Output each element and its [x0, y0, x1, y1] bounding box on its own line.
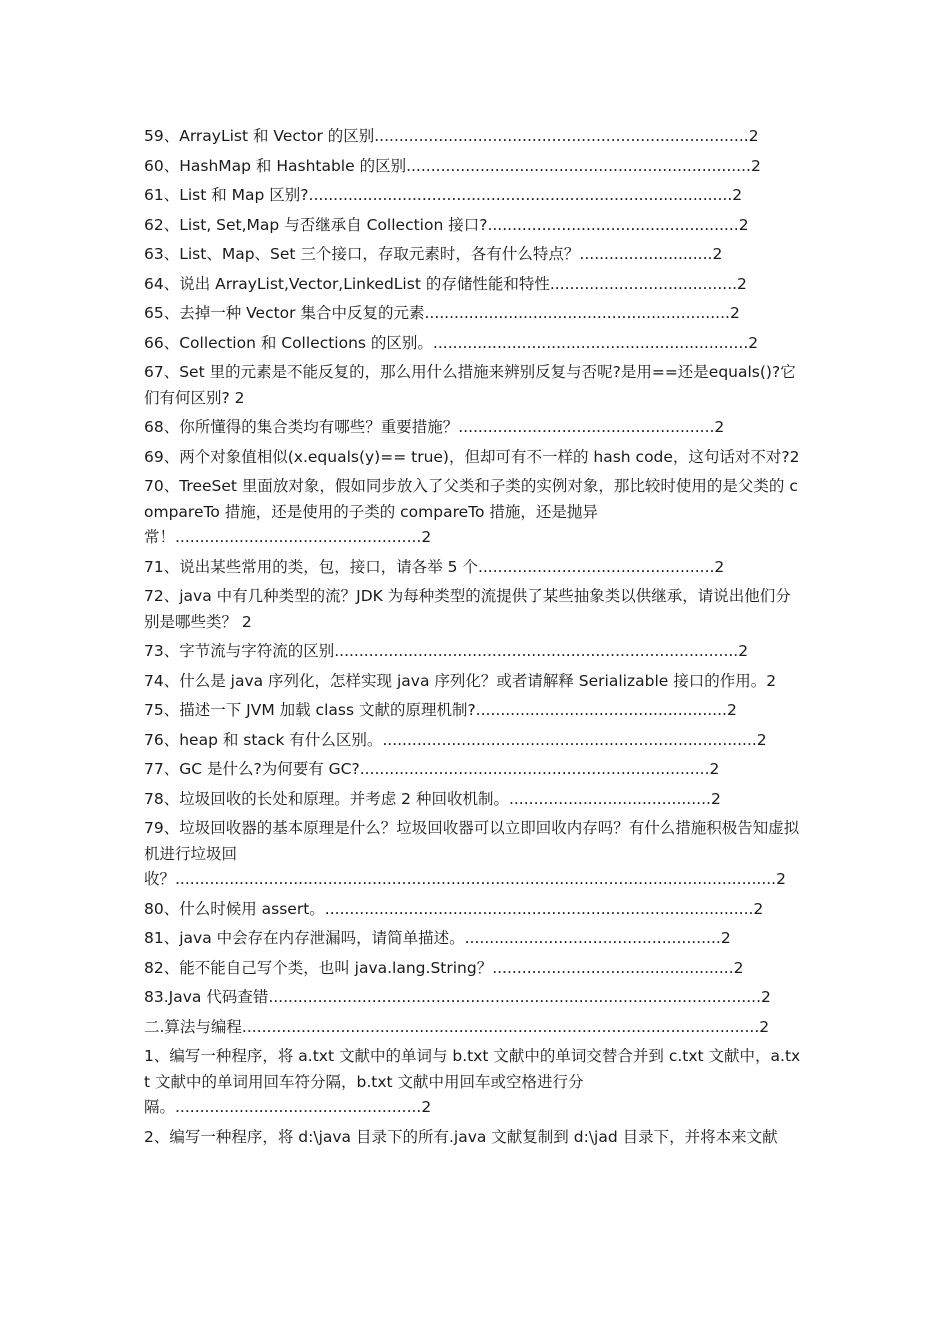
toc-entry-60[interactable]: 60、HashMap 和 Hashtable 的区别......................................................................2 — [144, 156, 761, 175]
toc-entry-78[interactable]: 78、垃圾回收的长处和原理。并考虑 2 种回收机制。.........................................2 — [144, 789, 721, 808]
toc-entry-79[interactable]: 79、垃圾回收器的基本原理是什么？垃圾回收器可以立即回收内存吗？有什么措施积极告知虚拟机进行垃圾回收？..........................................................................................................................2 — [144, 819, 800, 888]
toc-entry-64[interactable]: 64、说出 ArrayList,Vector,LinkedList 的存储性能和特性......................................2 — [144, 274, 747, 293]
toc-entry-83[interactable]: 83.Java 代码查错....................................................................................................2 — [144, 988, 771, 1006]
toc-entry-82[interactable]: 82、能不能自己写个类，也叫 java.lang.String？.................................................2 — [144, 958, 744, 977]
toc-entry-62[interactable]: 62、List, Set,Map 与否继承自 Collection 接口?...................................................2 — [144, 215, 749, 234]
toc-entry-70[interactable]: 70、TreeSet 里面放对象，假如同步放入了父类和子类的实例对象，那比较时使用的是父类的 compareTo 措施，还是使用的子类的 compareTo 措施，还是抛异常！..................................................2 — [144, 477, 798, 546]
toc-entry-69[interactable]: 69、两个对象值相似(x.equals(y)== true)，但却可有不一样的 hash code，这句话对不对?2 — [144, 447, 800, 466]
toc-entry-66[interactable]: 66、Collection 和 Collections 的区别。................................................................2 — [144, 333, 759, 352]
toc-section-algorithms[interactable]: 二.算法与编程.........................................................................................................2 — [144, 1017, 770, 1036]
toc-entry-71[interactable]: 71、说出某些常用的类，包，接口，请各举 5 个................................................2 — [144, 557, 725, 576]
toc-entry-76[interactable]: 76、heap 和 stack 有什么区别。............................................................................2 — [144, 730, 767, 749]
toc-entry-74[interactable]: 74、什么是 java 序列化，怎样实现 java 序列化？或者请解释 Serializable 接口的作用。2 — [144, 671, 777, 690]
toc-entry-73[interactable]: 73、字节流与字符流的区别..................................................................................2 — [144, 642, 749, 660]
toc-entry-65[interactable]: 65、去掉一种 Vector 集合中反复的元素..............................................................2 — [144, 304, 740, 322]
toc-entry-68[interactable]: 68、你所懂得的集合类均有哪些？重要措施？....................................................2 — [144, 418, 725, 436]
toc-entry-75[interactable]: 75、描述一下 JVM 加载 class 文献的原理机制?...................................................2 — [144, 701, 737, 719]
toc-entry-77[interactable]: 77、GC 是什么?为何要有 GC?.......................................................................2 — [144, 760, 720, 778]
table-of-contents — [144, 124, 804, 1154]
toc-entry-80[interactable]: 80、什么时候用 assert。.......................................................................................2 — [144, 899, 764, 918]
toc-entry-algo-1[interactable]: 1、编写一种程序，将 a.txt 文献中的单词与 b.txt 文献中的单词交替合并到 c.txt 文献中，a.txt 文献中的单词用回车符分隔，b.txt 文献中用回车或空格进行分隔。..................................................2 — [144, 1047, 801, 1116]
toc-entry-59[interactable]: 59、ArrayList 和 Vector 的区别............................................................................2 — [144, 127, 759, 145]
toc-entry-algo-2[interactable]: 2、编写一种程序，将 d:\java 目录下的所有.java 文献复制到 d:\jad 目录下，并将本来文献 — [144, 1127, 778, 1146]
toc-entry-72[interactable]: 72、java 中有几种类型的流？JDK 为每种类型的流提供了某些抽象类以供继承，请说出他们分别是哪些类？ 2 — [144, 587, 791, 631]
toc-entry-61[interactable]: 61、List 和 Map 区别?......................................................................................2 — [144, 186, 743, 204]
toc-entry-81[interactable]: 81、java 中会存在内存泄漏吗，请简单描述。....................................................2 — [144, 929, 731, 947]
toc-entry-63[interactable]: 63、List、Map、Set 三个接口，存取元素时，各有什么特点？...........................2 — [144, 245, 723, 263]
toc-entry-67[interactable]: 67、Set 里的元素是不能反复的，那么用什么措施来辨别反复与否呢?是用==还是equals()?它们有何区别? 2 — [144, 363, 796, 407]
